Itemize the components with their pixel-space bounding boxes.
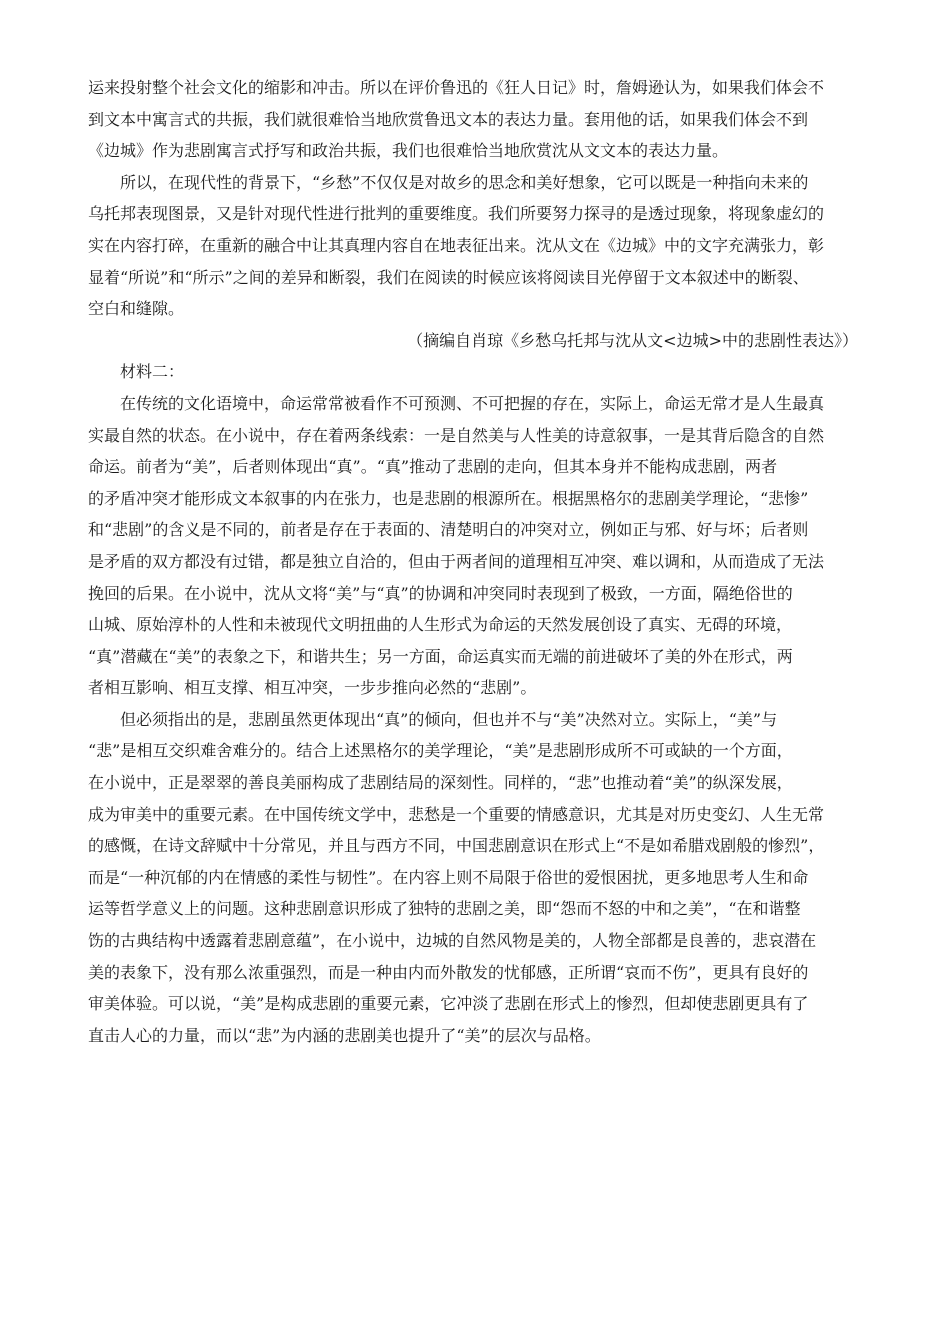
text-line: 但必须指出的是，悲剧虽然更体现出“真”的倾向，但也并不与“美”决然对立。实际上，“美”与 [120, 709, 778, 729]
text-line: 审美体验。可以说，“美”是构成悲剧的重要元素，它冲淡了悲剧在形式上的惨烈，但却使悲剧更具有了 [88, 994, 809, 1014]
text-line: 在传统的文化语境中，命运常常被看作不可预测、不可把握的存在，实际上，命运无常才是人生最真 [120, 393, 825, 413]
paragraph-1 [88, 72, 860, 167]
text-line: 和“悲剧”的含义是不同的，前者是存在于表面的、清楚明白的冲突对立，例如正与邪、好与坏；后者则 [88, 520, 809, 540]
text-line: 而是“一种沉郁的内在情感的柔性与韧性”。在内容上则不局限于俗世的爱恨困扰，更多地思考人生和命 [88, 867, 809, 887]
text-line: “真”潜藏在“美”的表象之下，和谐共生；另一方面，命运真实而无端的前进破坏了美的外在形式，两 [88, 646, 793, 666]
text-line: 到文本中寓言式的共振，我们就很难恰当地欣赏鲁迅文本的表达力量。套用他的话，如果我们体会不到 [88, 109, 809, 129]
material-title: 材料二： [120, 362, 185, 382]
text-line: 命运。前者为“美”，后者则体现出“真”。“真”推动了悲剧的走向，但其本身并不能构成悲剧，两者 [88, 457, 778, 477]
paragraph-2 [88, 167, 860, 325]
source-citation: （摘编自肖琼《乡愁乌托邦与沈从文<边城>中的悲剧性表达》） [407, 330, 858, 350]
text-line: 运等哲学意义上的问题。这种悲剧意识形成了独特的悲剧之美，即“怨而不怒的中和之美”，“在和谐整 [88, 899, 801, 919]
text-line: 成为审美中的重要元素。在中国传统文学中，悲愁是一个重要的情感意识，尤其是对历史变幻、人生无常 [88, 804, 825, 824]
text-line: 所以，在现代性的背景下，“乡愁”不仅仅是对故乡的思念和美好想象，它可以既是一种指向未来的 [120, 172, 809, 192]
text-line: 者相互影响、相互支撑、相互冲突，一步步推向必然的“悲剧”。 [88, 678, 537, 698]
document-page [88, 72, 860, 1051]
text-line: 的感慨，在诗文辞赋中十分常见，并且与西方不同，中国悲剧意识在形式上“不是如希腊戏剧般的惨烈”， [88, 836, 825, 856]
text-line: 空白和缝隙。 [88, 299, 185, 319]
text-line: 是矛盾的双方都没有过错，都是独立自洽的，但由于两者间的道理相互冲突、难以调和，从而造成了无法 [88, 551, 825, 571]
text-line: 实在内容打碎，在重新的融合中让其真理内容自在地表征出来。沈从文在《边城》中的文字充满张力，彰 [88, 235, 825, 255]
text-line: 在小说中，正是翠翠的善良美丽构成了悲剧结局的深刻性。同样的，“悲”也推动着“美”的纵深发展， [88, 773, 793, 793]
text-line: 饬的古典结构中透露着悲剧意蕴”，在小说中，边城的自然风物是美的，人物全部都是良善的，悲哀潜在 [88, 931, 817, 951]
text-line: 运来投射整个社会文化的缩影和冲击。所以在评价鲁迅的《狂人日记》时，詹姆逊认为，如果我们体会不 [88, 78, 825, 97]
text-line: 直击人心的力量，而以“悲”为内涵的悲剧美也提升了“美”的层次与品格。 [88, 1025, 601, 1045]
text-line: “悲”是相互交织难舍难分的。结合上述黑格尔的美学理论，“美”是悲剧形成所不可或缺的一个方面， [88, 741, 793, 761]
text-line: 山城、原始淳朴的人性和未被现代文明扭曲的人生形式为命运的天然发展创设了真实、无碍的环境， [88, 615, 793, 635]
material-paragraph-1 [88, 388, 860, 704]
text-line: 的矛盾冲突才能形成文本叙事的内在张力，也是悲剧的根源所在。根据黑格尔的悲剧美学理论，“悲惨” [88, 488, 809, 508]
text-line: 乌托邦表现图景，又是针对现代性进行批判的重要维度。我们所要努力探寻的是透过现象，将现象虚幻的 [88, 204, 825, 224]
material-paragraph-2 [88, 704, 860, 1052]
text-line: 显着“所说”和“所示”之间的差异和断裂，我们在阅读的时候应该将阅读目光停留于文本叙述中的断裂、 [88, 267, 809, 287]
text-line: 挽回的后果。在小说中，沈从文将“美”与“真”的协调和冲突同时表现到了极致，一方面，隔绝俗世的 [88, 583, 793, 603]
text-line: 美的表象下，没有那么浓重强烈，而是一种由内而外散发的忧郁感，正所谓“哀而不伤”，更具有良好的 [88, 962, 809, 982]
text-line: 实最自然的状态。在小说中，存在着两条线索：一是自然美与人性美的诗意叙事，一是其背后隐含的自然 [88, 425, 825, 445]
text-line: 《边城》作为悲剧寓言式抒写和政治共振，我们也很难恰当地欣赏沈从文文本的表达力量。 [88, 141, 729, 161]
